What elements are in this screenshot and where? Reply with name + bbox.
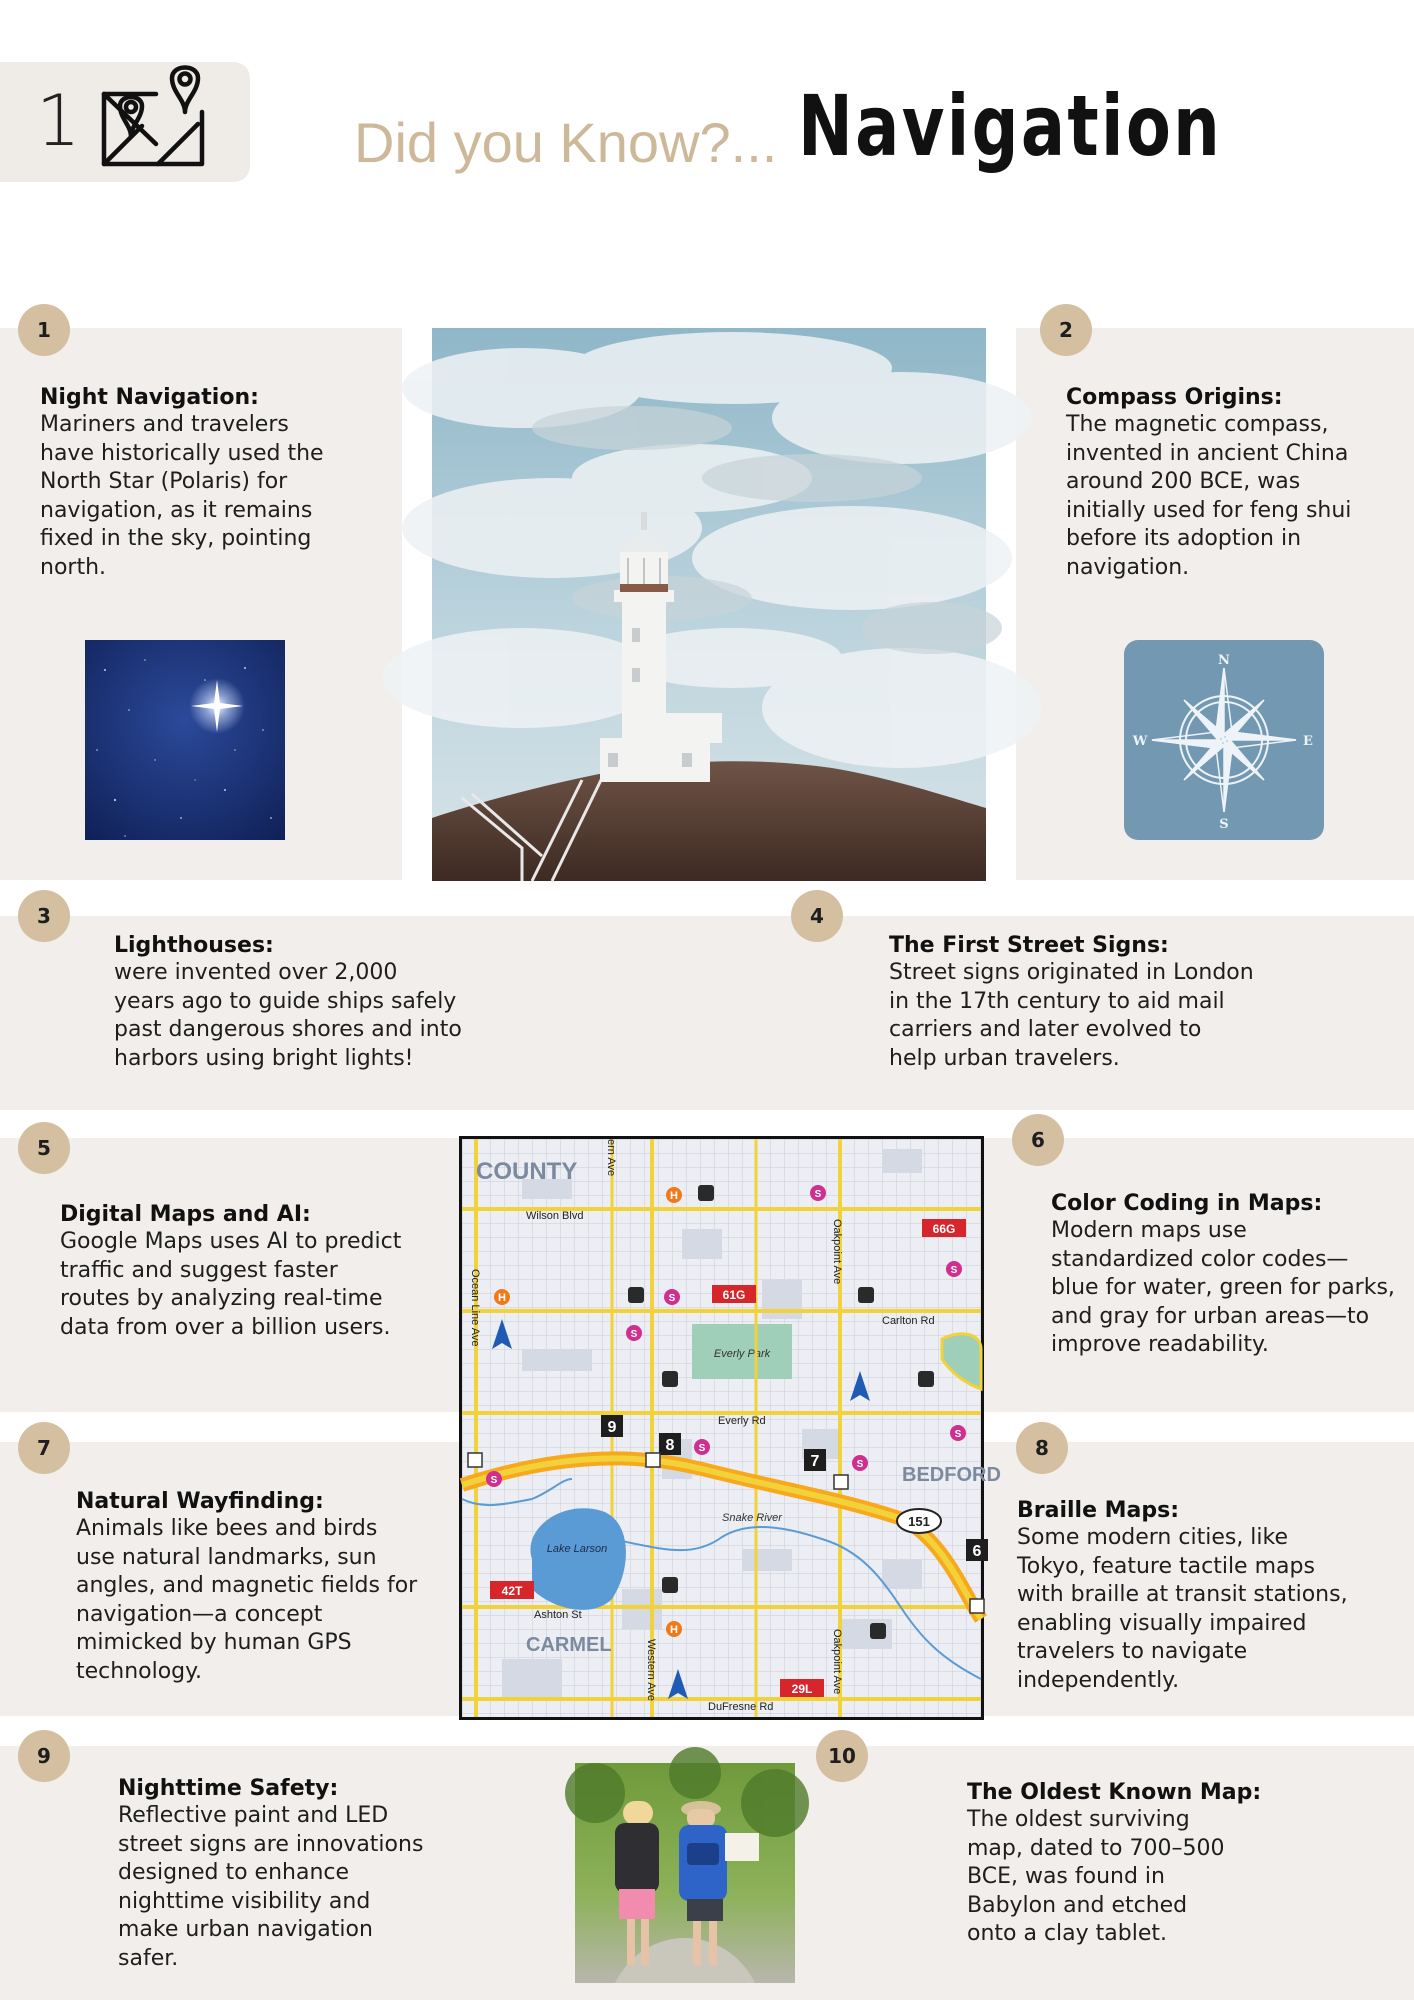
map-hospital-marker: H	[670, 1190, 678, 1202]
map-exit-9: 9	[607, 1419, 617, 1436]
fact-badge-7: 7	[18, 1422, 70, 1474]
map-label-carlton-rd: Carlton Rd	[882, 1315, 935, 1327]
fact-badge-1: 1	[18, 304, 70, 356]
fact-title-3: Lighthouses:	[114, 933, 274, 958]
fact-badge-4: 4	[791, 890, 843, 942]
map-label-snake-river: Snake River	[722, 1512, 782, 1524]
map-subway-marker: S	[490, 1475, 498, 1486]
map-hospital-marker: H	[498, 1292, 506, 1304]
north-star-image	[85, 640, 285, 840]
map-route-42t: 42T	[501, 1584, 523, 1598]
fact-title-1: Night Navigation:	[40, 385, 259, 410]
fact-badge-10: 10	[816, 1730, 868, 1782]
map-label-oakpoint-ave: Oakpoint Ave	[831, 1219, 843, 1285]
map-exit-6: 6	[972, 1543, 982, 1560]
lighthouse-photo	[432, 328, 986, 881]
fact-title-5: Digital Maps and AI:	[60, 1202, 311, 1227]
map-label-county: COUNTY	[476, 1158, 578, 1185]
map-label-lake-larson: Lake Larson	[546, 1543, 608, 1555]
map-label-ashton-st: Ashton St	[534, 1609, 582, 1621]
map-label-everly-rd: Everly Rd	[718, 1415, 766, 1427]
hikers-photo	[575, 1763, 795, 1983]
map-subway-marker: S	[814, 1189, 822, 1200]
map-label-bedford: BEDFORD	[902, 1464, 1001, 1486]
fact-title-9: Nighttime Safety:	[118, 1776, 339, 1801]
did-you-know-lead: Did you Know?...	[354, 111, 778, 174]
fact-body-6: Modern maps use standardized color codes— blue for water, green for parks, and gray for urban areas—to improve readability.	[1051, 1218, 1395, 1357]
fact-badge-6: 6	[1012, 1114, 1064, 1166]
fact-badge-8: 8	[1016, 1422, 1068, 1474]
fact-body-2: The magnetic compass, invented in ancient China around 200 BCE, was initially used for feng shui before its adoption in navigation.	[1066, 412, 1352, 580]
compass-south-label: S	[1219, 817, 1229, 832]
fact-title-10: The Oldest Known Map:	[967, 1780, 1262, 1805]
fact-body-3: were invented over 2,000 years ago to guide ships safely past dangerous shores and into harbors using bright lights!	[114, 960, 462, 1071]
map-subway-marker: S	[698, 1443, 706, 1454]
map-route-66g: 66G	[932, 1222, 956, 1236]
map-exit-8: 8	[665, 1437, 675, 1454]
map-exit-7: 7	[810, 1453, 820, 1470]
fact-badge-9: 9	[18, 1730, 70, 1782]
fact-title-2: Compass Origins:	[1066, 385, 1283, 410]
map-label-oakpoint-ave-south: Oakpoint Ave	[831, 1629, 843, 1695]
fact-body-5: Google Maps uses AI to predict traffic and suggest faster routes by analyzing real-time data from over a billion users.	[60, 1229, 402, 1340]
map-subway-marker: S	[668, 1293, 676, 1304]
map-label-carmel: CARMEL	[526, 1634, 612, 1656]
fact-badge-5: 5	[18, 1122, 70, 1174]
map-label-dufresne-rd: DuFresne Rd	[708, 1701, 774, 1713]
map-route-61g: 61G	[722, 1288, 746, 1302]
fact-badge-3: 3	[18, 890, 70, 942]
map-route-29l: 29L	[791, 1682, 813, 1696]
fact-title-8: Braille Maps:	[1017, 1498, 1180, 1523]
map-subway-marker: S	[950, 1265, 958, 1276]
map-label-everly-park: Everly Park	[713, 1348, 771, 1360]
map-route-151: 151	[908, 1514, 930, 1529]
map-label-western-ave: Western Ave	[645, 1639, 657, 1701]
map-subway-marker: S	[630, 1329, 638, 1340]
map-hospital-marker: H	[670, 1624, 678, 1636]
map-subway-marker: S	[954, 1429, 962, 1440]
map-label-western-ave-top: ern Ave	[605, 1139, 617, 1177]
fact-title-4: The First Street Signs:	[889, 933, 1169, 958]
map-pin-icon	[98, 60, 208, 168]
compass-rose-image	[1124, 640, 1324, 840]
compass-north-label: N	[1218, 653, 1230, 668]
fact-badge-2: 2	[1040, 304, 1092, 356]
fact-body-8: Some modern cities, like Tokyo, feature tactile maps with braille at transit stations, enabling visually impaired travelers to navigate independently.	[1017, 1525, 1348, 1693]
map-label-wilson-blvd: Wilson Blvd	[526, 1210, 584, 1222]
fact-body-10: The oldest surviving map, dated to 700–500 BCE, was found in Babylon and etched onto a clay tablet.	[967, 1807, 1225, 1946]
map-label-ocean-line-ave: Ocean Line Ave	[469, 1269, 481, 1347]
header-page-number: 1	[36, 80, 81, 162]
fact-title-6: Color Coding in Maps:	[1051, 1191, 1323, 1216]
fact-body-4: Street signs originated in London in the 17th century to aid mail carriers and later evolved to help urban travelers.	[889, 960, 1254, 1071]
page-title: Navigation	[798, 77, 1223, 175]
street-map-photo	[459, 1136, 1001, 1720]
fact-body-7: Animals like bees and birds use natural landmarks, sun angles, and magnetic fields for navigation—a concept mimicked by human GPS technology.	[76, 1516, 418, 1684]
fact-body-9: Reflective paint and LED street signs are innovations designed to enhance nighttime visibility and make urban navigation safer.	[118, 1803, 424, 1971]
map-subway-marker: S	[856, 1459, 864, 1470]
compass-east-label: E	[1303, 734, 1313, 749]
fact-title-7: Natural Wayfinding:	[76, 1489, 324, 1514]
compass-west-label: W	[1132, 734, 1148, 749]
fact-body-1: Mariners and travelers have historically used the North Star (Polaris) for navigation, as it remains fixed in the sky, pointing north.	[40, 412, 324, 580]
